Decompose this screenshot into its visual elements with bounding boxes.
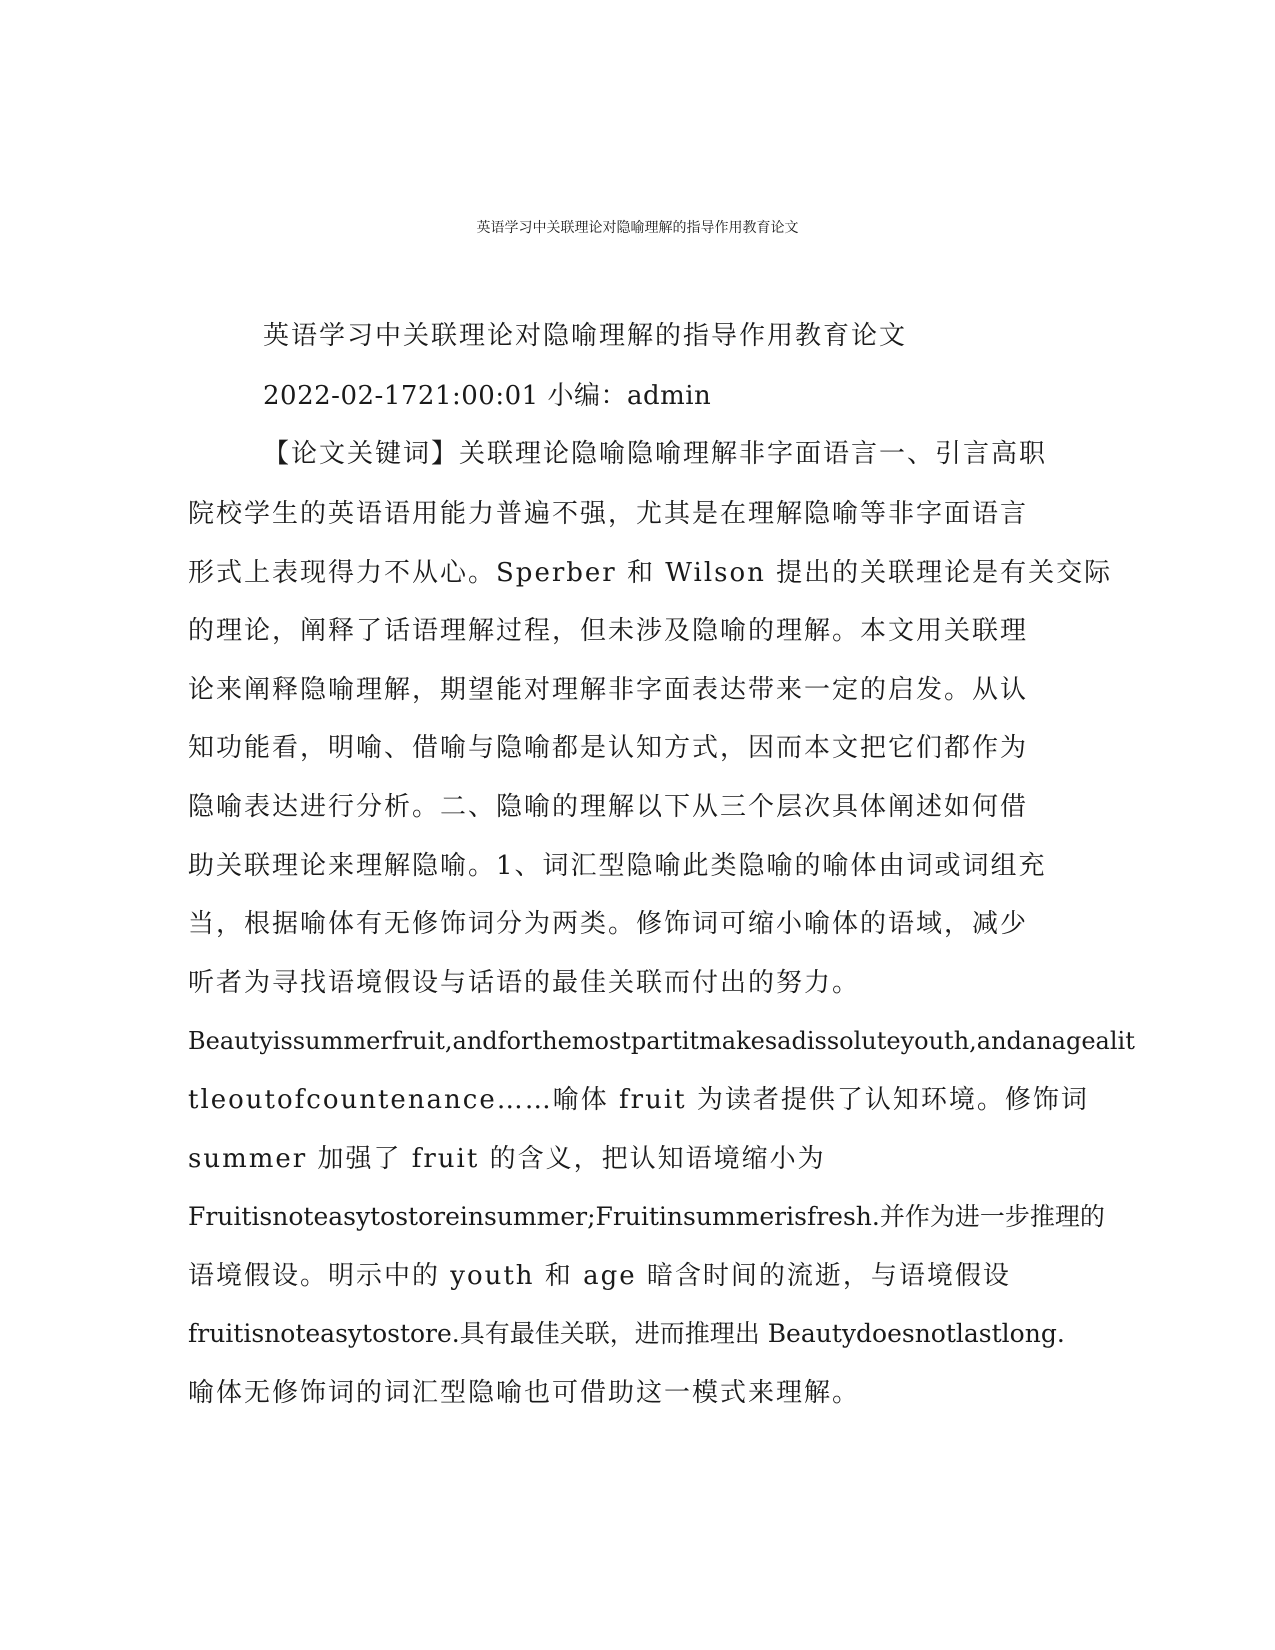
document-title: 英语学习中关联理论对隐喻理解的指导作用教育论文	[476, 220, 799, 236]
body-line: Beautyissummerfruit,andforthemostpartitmakesadissoluteyouth,andanagealit	[188, 1027, 1135, 1055]
body-line: 院校学生的英语语用能力普遍不强，尤其是在理解隐喻等非字面语言	[188, 499, 1029, 529]
body-line: fruitisnoteasytostore.具有最佳关联，进而推理出 Beautydoesnotlastlong.	[188, 1319, 1065, 1348]
body-line: 助关联理论来理解隐喻。1、词汇型隐喻此类隐喻的喻体由词或词组充	[188, 851, 1047, 881]
body-line: 听者为寻找语境假设与话语的最佳关联而付出的努力。	[188, 968, 861, 998]
body-line: 知功能看，明喻、借喻与隐喻都是认知方式，因而本文把它们都作为	[188, 733, 1029, 763]
body-line: 当，根据喻体有无修饰词分为两类。修饰词可缩小喻体的语域，减少	[188, 909, 1029, 939]
body-line: tleoutofcountenance……喻体 fruit 为读者提供了认知环境。修饰词	[188, 1085, 1089, 1115]
body-line: 【论文关键词】关联理论隐喻隐喻理解非字面语言一、引言高职	[263, 439, 1048, 469]
body-line: 的理论，阐释了话语理解过程，但未涉及隐喻的理解。本文用关联理	[188, 616, 1029, 646]
body-line: summer 加强了 fruit 的含义，把认知语境缩小为	[188, 1144, 826, 1174]
meta-line: 2022-02-1721:00:01 小编：admin	[263, 381, 712, 411]
body-line: 形式上表现得力不从心。Sperber 和 Wilson 提出的关联理论是有关交际	[188, 558, 1113, 588]
body-line: Fruitisnoteasytostoreinsummer;Fruitinsummerisfresh.并作为进一步推理的	[188, 1202, 1105, 1231]
body-line: 语境假设。明示中的 youth 和 age 暗含时间的流逝，与语境假设	[188, 1261, 1011, 1291]
body-line: 喻体无修饰词的词汇型隐喻也可借助这一模式来理解。	[188, 1378, 861, 1408]
subtitle: 英语学习中关联理论对隐喻理解的指导作用教育论文	[263, 321, 908, 351]
body-line: 隐喻表达进行分析。二、隐喻的理解以下从三个层次具体阐述如何借	[188, 792, 1029, 822]
body-line: 论来阐释隐喻理解，期望能对理解非字面表达带来一定的启发。从认	[188, 675, 1029, 705]
